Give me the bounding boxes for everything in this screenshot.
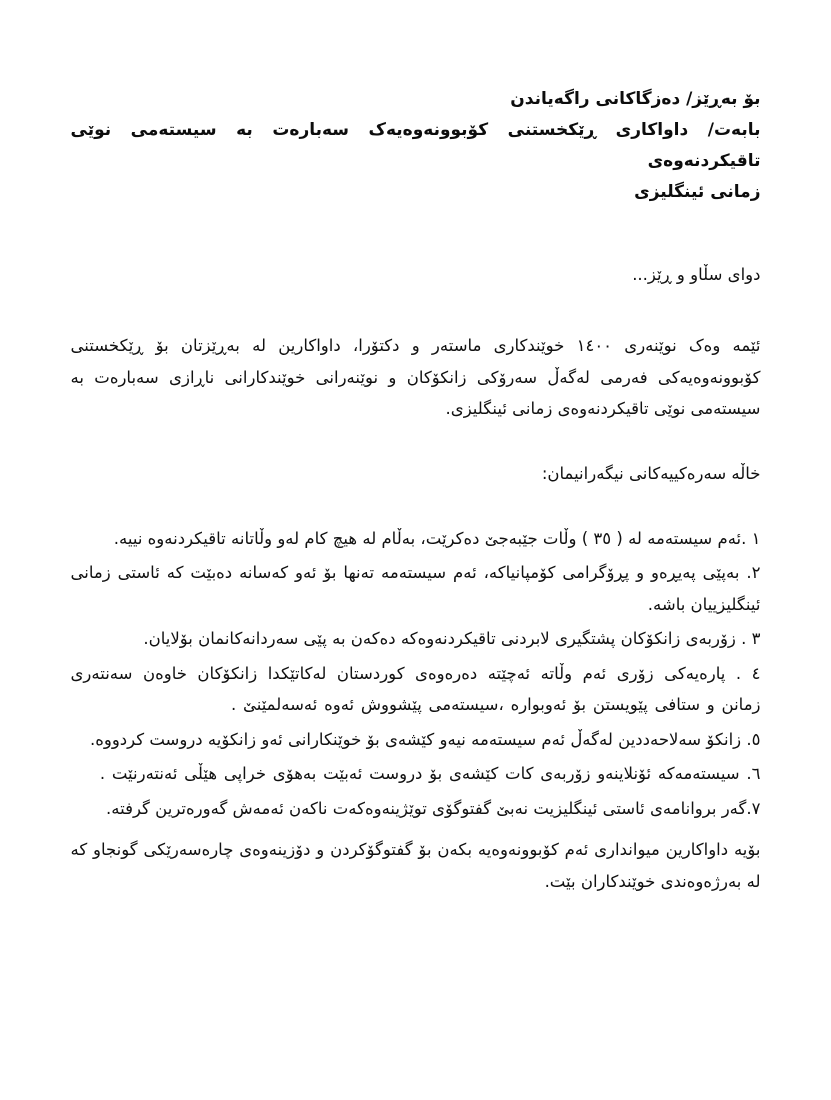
list-item: ١ .ئەم سیستەمه له ( ٣٥ ) وڵات جێبەجێ دەکرێت، بەڵام له هیچ کام لەو وڵاتانه تاقیکردنەوه نییه. xyxy=(113,528,761,548)
heading-subject-line-2: زمانی ئینگلیزی xyxy=(634,182,761,202)
salutation-text: دوای سڵاو و ڕێز... xyxy=(632,265,761,284)
list-item: ٦. سیستەمەکە ئۆنلاینەو زۆربەی کات کێشەی بۆ دروست ئەبێت بەهۆی خراپی هێڵی ئەنتەرنێت . xyxy=(99,764,761,783)
concerns-list xyxy=(71,523,761,825)
document-body xyxy=(71,84,761,897)
list-item: ٥. زانکۆ سەلاحەددین لەگەڵ ئەم سیستەمه نیەو کێشەی بۆ خوێنکارانی ئەو زانکۆیه دروست کردووه. xyxy=(89,729,761,749)
list-item: ٧.گەر بروانامەی ئاستی ئینگلیزیت نەبێ گفتوگۆی توێژینەوەکەت ناکەن ئەمەش گەورەترین گرفته. xyxy=(106,798,761,818)
concerns-section-lead: خاڵە سەرەکییەکانی نیگەرانیمان: xyxy=(541,463,761,483)
document-heading xyxy=(71,84,761,208)
list-item: ٣ . زۆربەی زانکۆکان پشتگیری لابردنی تاقیکردنەوەکه دەکەن به پێی سەردانەکانمان بۆلایان. xyxy=(143,629,761,648)
heading-addressee-line: بۆ بەڕێز/ دەزگاکانی راگەیاندن xyxy=(510,89,761,109)
list-item: ٢. بەپێی پەیڕەو و پڕۆگرامی کۆمپانیاکه، ئەم سیستەمه تەنها بۆ ئەو کەسانه دەبێت که ئاستی زمانی ئینگلیزییان باشه. xyxy=(70,563,761,614)
closing-paragraph: بۆیه داواکارین میوانداری ئەم کۆبوونەوەیه بکەن بۆ گفتوگۆکردن و دۆزینەوەی چارەسەرێکی گونجاو که له بەرژەوەندی خوێندکاران بێت. xyxy=(70,840,761,891)
list-item: ٤ . پارەیەکی زۆری ئەم وڵاته ئەچێته دەرەوەی کوردستان لەکاتێکدا زانکۆکان خاوەن سەنتەری زمانن و ستافی پێویستن بۆ ئەوبوارە ،سیستەمی پێشووش ئەوە ئەسەلمێنێ . xyxy=(70,663,761,714)
intro-paragraph: ئێمه وەک نوێنەری ١٤٠٠ خوێندکاری ماستەر و دکتۆرا، داواکارین له بەڕێزتان بۆ ڕێکخستنی کۆبوونەوەیەکی فەرمی لەگەڵ سەرۆکی زانکۆکان و نوێنەرانی خوێندکارانی ناڕازی سەبارەت بە سیستەمی نوێی تاقیکردنەوەی زمانی ئینگلیزی. xyxy=(70,336,761,418)
heading-subject-line-1: بابەت/ داواکاری ڕێکخستنی کۆبوونەوەیەک سەبارەت بە سیستەمی نوێی تاقیکردنەوەی xyxy=(70,120,761,171)
